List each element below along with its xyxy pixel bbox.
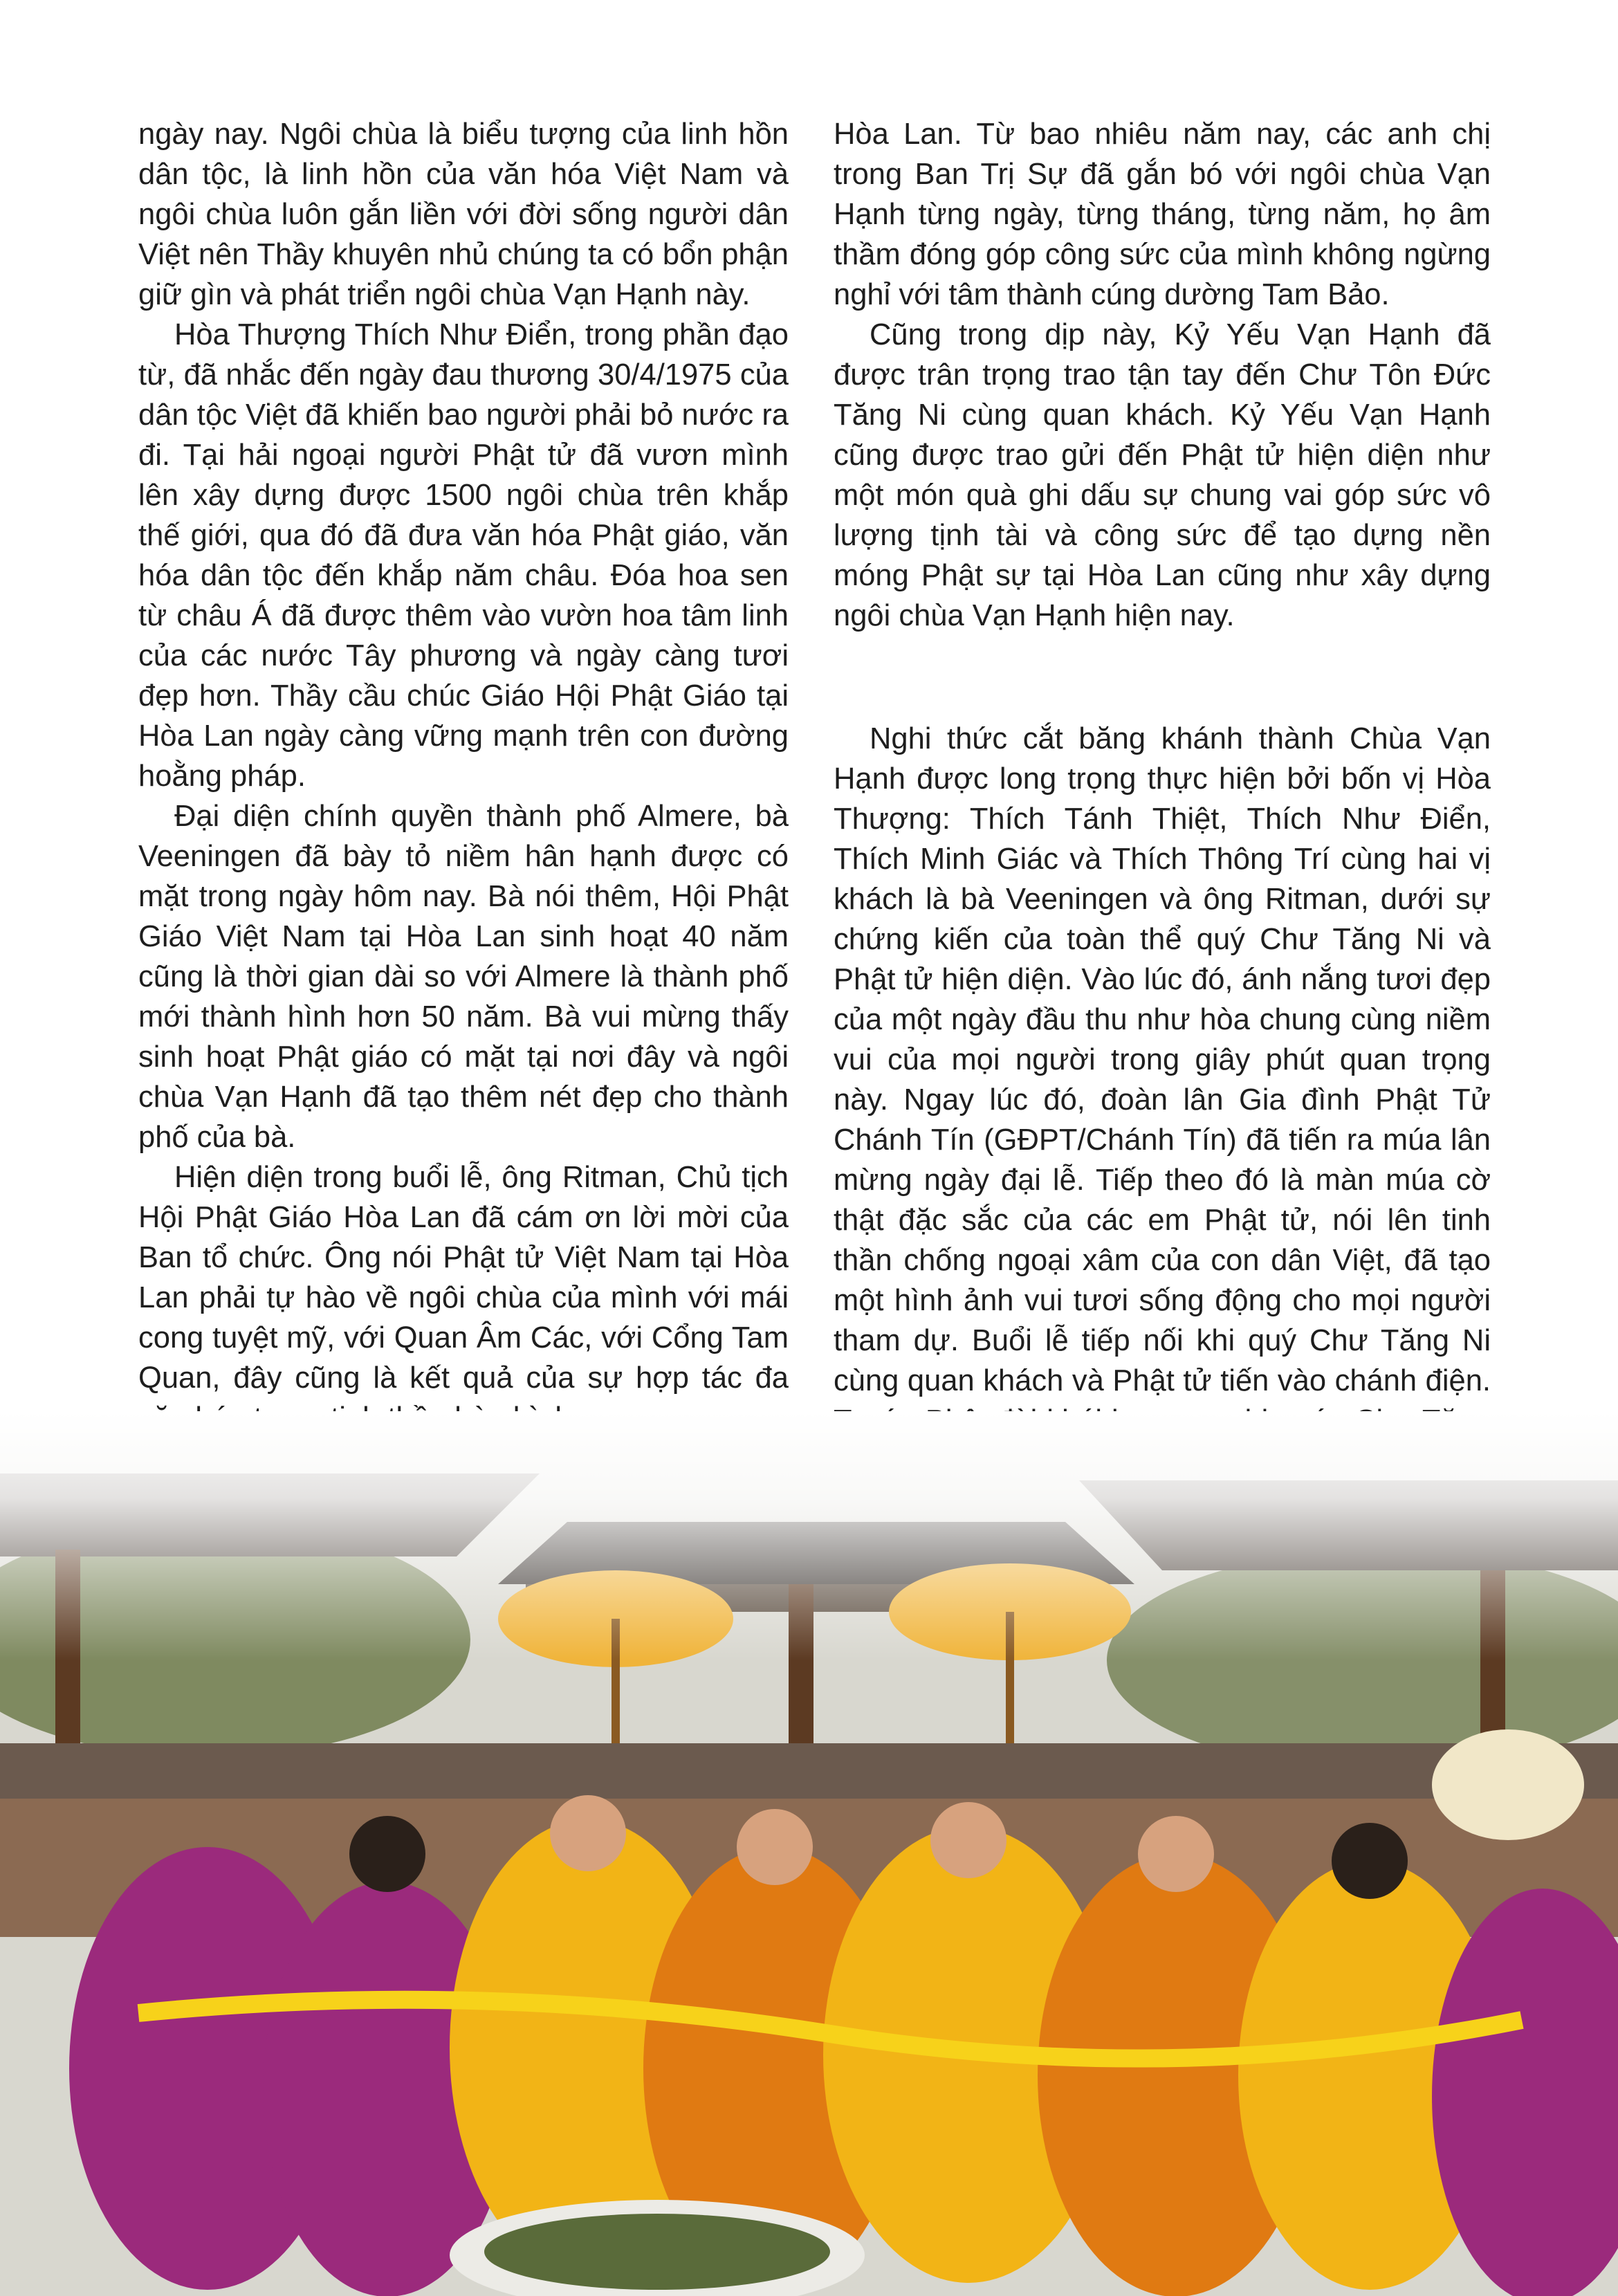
paragraph: Đại diện chính quyền thành phố Almere, bà Veeningen đã bày tỏ niềm hân hạnh được có mặt trong ngày hôm nay. Bà nói thêm, Hội Phật Giáo Việt Nam tại Hòa Lan sinh hoạt 40 năm cũng là thời gian dài so với Almere là thành phố mới thành hình hơn 50 năm. Bà vui mừng thấy sinh hoạt Phật giáo có mặt tại nơi đây và ngôi chùa Vạn Hạnh đã tạo thêm nét đẹp cho thành phố của bà. [138, 800, 789, 1154]
section-gap [834, 636, 1491, 719]
paragraph: Hòa Thượng Thích Như Điển, trong phần đạo từ, đã nhắc đến ngày đau thương 30/4/1975 của dân tộc Việt đã khiến bao người phải bỏ nước ra đi. Tại hải ngoại người Phật tử đã vươn mình lên xây dựng được 1500 ngôi chùa trên khắp thế giới, qua đó đã đưa văn hóa Phật giáo, văn hóa dân tộc đến khắp năm châu. Đóa hoa sen từ châu Á đã được thêm vào vườn hoa tâm linh của các nước Tây phương và ngày càng tươi đẹp hơn. Thầy cầu chúc Giáo Hội Phật Giáo tại Hòa Lan ngày càng vững mạnh trên con đường hoằng pháp. [138, 318, 789, 793]
article-column-right [834, 114, 1491, 1521]
ceremony-photo [0, 1411, 1618, 2296]
paragraph: Hòa Lan. Từ bao nhiêu năm nay, các anh chị trong Ban Trị Sự đã gắn bó với ngôi chùa Vạn Hạnh từng ngày, từng tháng, từng năm, họ âm thầm đóng góp công sức của mình không ngừng nghỉ với tâm thành cúng dường Tam Bảo. [834, 118, 1491, 311]
paragraph: Cũng trong dịp này, Kỷ Yếu Vạn Hạnh đã được trân trọng trao tận tay đến Chư Tôn Đức Tăng Ni cùng quan khách. Kỷ Yếu Vạn Hạnh cũng được trao gửi đến Phật tử hiện diện như một món quà ghi dấu sự chung vai góp sức vô lượng tịnh tài và công sức để tạo dựng nền móng Phật sự tại Hòa Lan cũng như xây dựng ngôi chùa Vạn Hạnh hiện nay. [834, 318, 1491, 632]
photo-top-fade [0, 1411, 1618, 1660]
paragraph: Nghi thức cắt băng khánh thành Chùa Vạn Hạnh được long trọng thực hiện bởi bốn vị Hòa Thượng: Thích Tánh Thiệt, Thích Như Điển, Thích Minh Giác và Thích Thông Trí cùng hai vị khách là bà Veeningen và ông Ritman, dưới sự chứng kiến của toàn thể quý Chư Tăng Ni và Phật tử hiện diện. Vào lúc đó, ánh nắng tươi đẹp của một ngày đầu thu như hòa chung cùng niềm vui của mọi người trong giây phút quan trọng này. Ngay lúc đó, đoàn lân Gia đình Phật Tử Chánh Tín (GĐPT/Chánh Tín) đã tiến ra múa lân mừng ngày đại lễ. Tiếp theo đó là màn múa cờ thật đặc sắc của các em Phật tử, nói lên tinh thần chống ngoại xâm của con dân Việt, đã tạo một hình ảnh vui tươi sống động cho mọi người tham dự. Buổi lễ tiếp nối khi quý Chư Tăng Ni cùng quan khách và Phật tử tiến vào chánh điện. [834, 722, 1491, 1397]
paragraph: ngày nay. Ngôi chùa là biểu tượng của linh hồn dân tộc, là linh hồn của văn hóa Việt Nam và ngôi chùa luôn gắn liền với đời sống người dân Việt nên Thầy khuyên nhủ chúng ta có bổn phận giữ gìn và phát triển ngôi chùa Vạn Hạnh này. [138, 118, 789, 311]
article-column-left [138, 114, 789, 1599]
paragraph: Hiện diện trong buổi lễ, ông Ritman, Chủ tịch Hội Phật Giáo Hòa Lan đã cám ơn lời mời của Ban tổ chức. Ông nói Phật tử Việt Nam tại Hòa Lan phải tự hào về ngôi chùa của mình với mái cong tuyệt mỹ, với Quan Âm Các, với Cổng Tam Quan, đây cũng là kết quả của sự hợp tác đa [138, 1161, 789, 1395]
